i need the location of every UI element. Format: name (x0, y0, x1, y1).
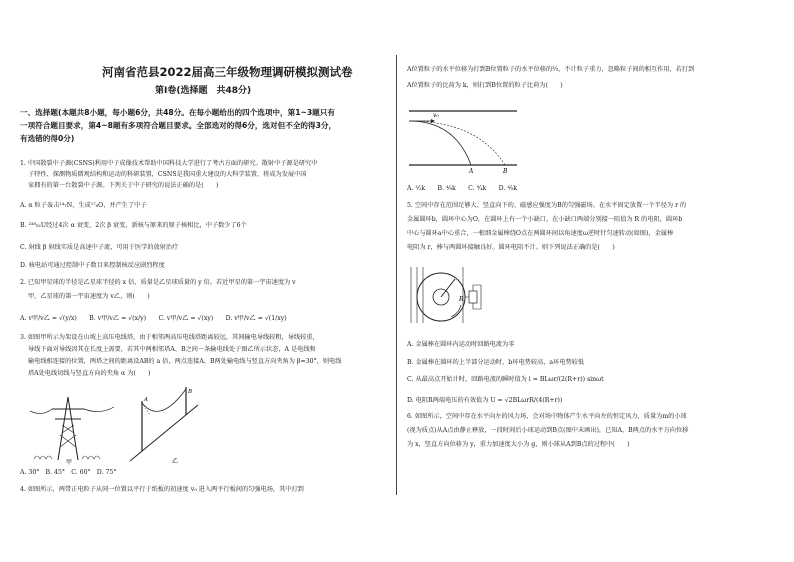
resistor-icon (469, 291, 477, 303)
figure-label-b: B (188, 389, 193, 395)
trajectory-a (409, 121, 471, 165)
question-1-text: 1. 中国散裂中子源(CSNS)利用中子成像技术帮助中国科技大学进行了考古方面的研究。散射中子源是研究中 (20, 160, 318, 167)
question-5-figure (407, 265, 485, 325)
question-4-text: A位置粒子的水平位移为打到B位置粒子的水平位移的⅔，不计粒子重力，忽略粒子间的相互作用，若打到 (407, 66, 695, 73)
section-header-line: 一项符合题目要求，第4~8题有多项符合题目要求。全部选对的得6分，选对但不全的得3分， (20, 121, 337, 130)
label-b: B (503, 168, 508, 175)
figure-label-yi: 乙 (172, 458, 179, 465)
figure-label-jia: 甲 (66, 459, 73, 465)
question-3-text: 塔A处电线切线与竖直方向的夹角 α 为( ) (28, 370, 151, 377)
question-2-options: A. v甲/v乙 = √(y/x) B. v甲/v乙 = √(x/y) C. v甲/v乙 = √(xy) D. v甲/v乙 = √(1/xy) (20, 315, 287, 322)
label-a: A (469, 168, 474, 175)
tower-illustration (30, 397, 114, 460)
question-3-options: A. 30° B. 45° C. 60° D. 75° (20, 469, 117, 476)
label-v0: v₀ (433, 112, 439, 119)
section-header-line: 有选错的得0分) (20, 134, 75, 143)
label-r: R (459, 296, 464, 303)
question-2-text: 2. 已知甲星球的半径是乙星球半径的 x 倍，质量是乙星球质量的 y 倍。若近甲星的第一宇宙速度为 v (20, 279, 296, 286)
question-5-text: 5. 空间中存在范围足够大、竖直向下的、磁感应强度为B的匀强磁场。在水平固定放置一个半径为 r 的 (407, 202, 687, 209)
question-5-option: B. 金属棒在圆环的上半部分运动时，b环电势较高，a环电势较低 (407, 359, 585, 366)
right-column (397, 0, 794, 562)
question-4-figure (407, 105, 519, 175)
question-6-text: 6. 如图所示，空间中存在水平向左的风力场，会对场中物体产生水平向左的恒定风力，质量为m的小球 (407, 413, 687, 420)
question-3-text: 3. 如图甲所示为架设在山坡上高压电线塔，由于相邻两高压电线塔距离较远，其间输电导线较粗，导线较重， (20, 334, 319, 341)
question-4-text: A位置粒子的比荷为 k，则打到B位置的粒子比荷为( ) (407, 82, 563, 89)
question-1-option: D. 核电站可通过控制中子数目来控制核反应剧烈程度 (20, 262, 165, 269)
question-5-text: 中心与圆环a中心重合，一根细金属棒绕O点在两圆环间以角速度ω逆时针匀速转动(如图)，金属棒 (407, 230, 674, 237)
question-3-text: 输电线相连接的位置，两塔之间的距离设AB的 a 倍，两点连接A、B两处输电线与竖直方向夹角为 β=30°，则电线 (28, 358, 342, 365)
question-4-text: 4. 如图所示，两带正电粒子从同一位置以平行于纸板的初速度 v₀ 进入两平行板间的匀强电场，其中打到 (20, 486, 304, 493)
question-2-text: 甲，乙星球的第一宇宙速度为 v乙，则( ) (28, 293, 150, 300)
slope-illustration (130, 387, 198, 461)
question-3-figure (30, 385, 200, 465)
question-5-text: 金属圆环b，圆环中心为O，在圆环上有一个小缺口，在小缺口两端分别接一阻值为 R 的电阻，圆环b (407, 216, 683, 223)
question-1-option: A. α 粒子轰击¹⁴₇N，生成¹⁷₈O，并产生了中子 (20, 202, 147, 209)
figure-label-a: A (144, 397, 148, 403)
question-1-option: C. 射线 β 射线实质是高速中子流，可用于医学的放射治疗 (20, 244, 179, 251)
trajectory-b (409, 121, 505, 165)
section-header-line: 一、选择题(本题共8小题，每小题6分，共48分。在每小题给出的四个选项中，第1~3题只有 (20, 108, 335, 117)
question-1-text: 家拥有的第一台散裂中子源。下列关于中子研究的说法正确的是( ) (28, 182, 219, 189)
question-5-option: D. 电阻R两端电压的有效值为 U = √2BLωrR/(4(R+r)) (407, 397, 563, 404)
question-6-text: 为 x，竖直方向位移为 y，重力加速度大小为 g，则小球从A到B点的过程中( ) (407, 441, 630, 448)
question-3-text: 导线下面对导线因其在长度上需要，若其中两相邻塔A、B之间一条输电线处于图乙所示状态，A 是电线和 (28, 346, 316, 353)
section-subtitle: 第Ⅰ卷(选择题 共48分) (155, 86, 252, 96)
rotating-rod (441, 279, 455, 297)
question-4-options: A. ³⁄₂k B. ⁴⁄₉k C. ⁹⁄₄k D. ⁴⁄₉k (407, 185, 518, 192)
question-1-option: B. ²³⁸₉₂U经过4次 α 衰变，2次 β 衰变，新核与原来的原子核相比，中子数少了6个 (20, 222, 247, 229)
question-1-text: 子特性、探测物质微观结构和运动的科研装置，CSNS是我国重大建设的大科学装置，将成为发展中国 (28, 171, 307, 178)
question-6-text: (视为质点)从A点由静止释放，一段时间后小球运动到B点(图中未画出)，已知A、B两点的水平方向位移 (407, 427, 689, 434)
question-5-option: C. 从最高点开始计时，回路电流的瞬时值为 i = BLωr/(2(R+r)) sinωt (407, 376, 604, 383)
question-5-option: A. 金属棒在圆环内运动时回路电流为零 (407, 341, 515, 348)
exam-title: 河南省范县2022届高三年级物理调研模拟测试卷 (102, 65, 353, 79)
question-5-text: 电阻为 r，棒与两圆环接触良好。圆环电阻不计。则下列说法正确的是( ) (407, 244, 615, 251)
